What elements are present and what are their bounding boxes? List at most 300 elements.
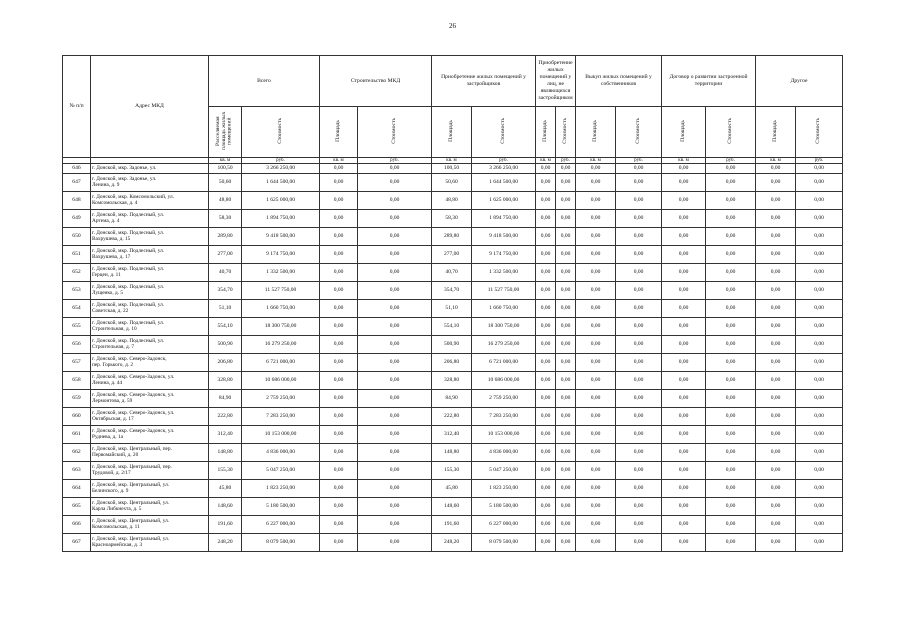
value-cell: 0,00 xyxy=(556,534,576,552)
value-cell: 0,00 xyxy=(756,354,796,372)
value-cell: 0,00 xyxy=(796,480,843,498)
value-cell: 0,00 xyxy=(796,462,843,480)
row-number-cell: 667 xyxy=(63,534,91,552)
value-cell: 0,00 xyxy=(556,372,576,390)
value-cell: 0,00 xyxy=(576,336,616,354)
total-cost-cell: 1 894 750,00 xyxy=(242,210,320,228)
value-cell: 0,00 xyxy=(616,462,662,480)
total-area-cell: 222,80 xyxy=(209,408,242,426)
header-group-buyout: Выкуп жилых помещений у собственников xyxy=(576,56,662,107)
value-cell: 0,00 xyxy=(576,210,616,228)
total-cost-cell: 9 418 500,00 xyxy=(242,228,320,246)
value-cell: 0,00 xyxy=(706,228,756,246)
value-cell: 248,20 xyxy=(432,534,472,552)
value-cell: 0,00 xyxy=(576,228,616,246)
value-cell: 0,00 xyxy=(616,228,662,246)
total-area-cell: 206,80 xyxy=(209,354,242,372)
value-cell: 222,80 xyxy=(432,408,472,426)
value-cell: 0,00 xyxy=(616,444,662,462)
value-cell: 0,00 xyxy=(706,408,756,426)
value-cell: 0,00 xyxy=(706,462,756,480)
row-number-cell: 653 xyxy=(63,282,91,300)
address-cell: г. Донской, мкр. Подлесный, ул. Герцен, д. 11 xyxy=(91,264,209,282)
value-cell: 0,00 xyxy=(358,516,432,534)
table-row xyxy=(63,390,843,408)
value-cell: 0,00 xyxy=(796,164,843,174)
table-row xyxy=(63,192,843,210)
value-cell: 0,00 xyxy=(756,210,796,228)
value-cell: 0,00 xyxy=(556,246,576,264)
value-cell: 148,60 xyxy=(432,498,472,516)
value-cell: 10 686 000,00 xyxy=(472,372,536,390)
value-cell: 0,00 xyxy=(662,264,706,282)
value-cell: 0,00 xyxy=(576,462,616,480)
value-cell: 0,00 xyxy=(706,534,756,552)
total-area-cell: 500,90 xyxy=(209,336,242,354)
subheader-cell xyxy=(242,107,320,158)
value-cell: 45,80 xyxy=(432,480,472,498)
subheader-cell xyxy=(556,107,576,158)
value-cell: 0,00 xyxy=(796,372,843,390)
value-cell: 0,00 xyxy=(576,264,616,282)
value-cell: 0,00 xyxy=(556,426,576,444)
total-area-cell: 148,80 xyxy=(209,444,242,462)
value-cell: 100,50 xyxy=(432,164,472,174)
value-cell: 0,00 xyxy=(662,516,706,534)
value-cell: 0,00 xyxy=(706,300,756,318)
header-address: Адрес МКД xyxy=(91,56,209,158)
subheader-label: Стоимость xyxy=(561,118,568,144)
subheader-label: Стоимость xyxy=(276,118,283,144)
header-num: № п/п xyxy=(63,56,91,158)
value-cell: 0,00 xyxy=(556,300,576,318)
value-cell: 0,00 xyxy=(662,174,706,192)
address-cell: г. Донской, мкр. Северо-Задонск, ул. Октябрьская, д. 17 xyxy=(91,408,209,426)
value-cell: 0,00 xyxy=(556,164,576,174)
value-cell: 0,00 xyxy=(706,210,756,228)
total-cost-cell: 6 721 000,00 xyxy=(242,354,320,372)
value-cell: 0,00 xyxy=(358,498,432,516)
value-cell: 0,00 xyxy=(536,228,556,246)
value-cell: 0,00 xyxy=(358,264,432,282)
value-cell: 0,00 xyxy=(576,516,616,534)
value-cell: 0,00 xyxy=(662,246,706,264)
total-area-cell: 45,80 xyxy=(209,480,242,498)
value-cell: 0,00 xyxy=(796,516,843,534)
address-cell: г. Донской, мкр. Центральный, ул. Карла Либкнехта, д. 5 xyxy=(91,498,209,516)
value-cell: 0,00 xyxy=(320,498,358,516)
value-cell: 0,00 xyxy=(556,390,576,408)
value-cell: 0,00 xyxy=(320,300,358,318)
subheader-label: Стоимость xyxy=(815,118,822,144)
value-cell: 0,00 xyxy=(576,318,616,336)
units-cell: кв. м xyxy=(320,158,358,164)
value-cell: 0,00 xyxy=(706,390,756,408)
units-cell: кв. м xyxy=(576,158,616,164)
total-area-cell: 248,20 xyxy=(209,534,242,552)
value-cell: 0,00 xyxy=(536,498,556,516)
table-row xyxy=(63,174,843,192)
value-cell: 2 759 250,00 xyxy=(472,390,536,408)
value-cell: 0,00 xyxy=(536,282,556,300)
value-cell: 0,00 xyxy=(616,372,662,390)
value-cell: 0,00 xyxy=(706,372,756,390)
value-cell: 0,00 xyxy=(536,480,556,498)
row-number-cell: 654 xyxy=(63,300,91,318)
value-cell: 0,00 xyxy=(358,336,432,354)
value-cell: 0,00 xyxy=(536,462,556,480)
units-cell: кв. м xyxy=(536,158,556,164)
value-cell: 1 660 750,00 xyxy=(472,300,536,318)
value-cell: 0,00 xyxy=(536,164,556,174)
table-row xyxy=(63,516,843,534)
total-area-cell: 84,90 xyxy=(209,390,242,408)
value-cell: 0,00 xyxy=(756,516,796,534)
row-number-cell: 657 xyxy=(63,354,91,372)
value-cell: 0,00 xyxy=(358,444,432,462)
row-number-cell: 666 xyxy=(63,516,91,534)
value-cell: 0,00 xyxy=(662,462,706,480)
subheader-cell xyxy=(358,107,432,158)
units-cell: кв. м xyxy=(756,158,796,164)
value-cell: 0,00 xyxy=(576,444,616,462)
table-row xyxy=(63,534,843,552)
total-area-cell: 40,70 xyxy=(209,264,242,282)
total-cost-cell: 5 047 250,00 xyxy=(242,462,320,480)
value-cell: 148,80 xyxy=(432,444,472,462)
total-area-cell: 48,80 xyxy=(209,192,242,210)
table-row xyxy=(63,282,843,300)
value-cell: 0,00 xyxy=(556,282,576,300)
value-cell: 0,00 xyxy=(616,210,662,228)
value-cell: 0,00 xyxy=(756,228,796,246)
value-cell: 0,00 xyxy=(556,336,576,354)
value-cell: 289,80 xyxy=(432,228,472,246)
value-cell: 0,00 xyxy=(556,210,576,228)
total-area-cell: 148,60 xyxy=(209,498,242,516)
row-number-cell: 650 xyxy=(63,228,91,246)
value-cell: 0,00 xyxy=(556,228,576,246)
address-cell: г. Донской, мкр. Северо-Задонск, ул. Руднева, д. 1а xyxy=(91,426,209,444)
value-cell: 8 079 500,00 xyxy=(472,534,536,552)
value-cell: 0,00 xyxy=(662,426,706,444)
address-cell: г. Донской, мкр. Северо-Задонск, ул. Лермонтова, д. 59 xyxy=(91,390,209,408)
table-row xyxy=(63,354,843,372)
total-cost-cell: 16 279 250,00 xyxy=(242,336,320,354)
value-cell: 1 894 750,00 xyxy=(472,210,536,228)
subheader-cell xyxy=(320,107,358,158)
total-area-cell: 191,60 xyxy=(209,516,242,534)
value-cell: 58,30 xyxy=(432,210,472,228)
subheader-cell xyxy=(662,107,706,158)
value-cell: 0,00 xyxy=(662,354,706,372)
value-cell: 206,80 xyxy=(432,354,472,372)
value-cell: 0,00 xyxy=(358,246,432,264)
value-cell: 0,00 xyxy=(756,192,796,210)
value-cell: 0,00 xyxy=(756,534,796,552)
value-cell: 1 644 500,00 xyxy=(472,174,536,192)
address-cell: г. Донской, мкр. Подлесный, ул. Строительная, д. 7 xyxy=(91,336,209,354)
value-cell: 0,00 xyxy=(796,408,843,426)
value-cell: 1 332 500,00 xyxy=(472,264,536,282)
row-number-cell: 665 xyxy=(63,498,91,516)
value-cell: 0,00 xyxy=(320,444,358,462)
row-number-cell: 660 xyxy=(63,408,91,426)
table-row xyxy=(63,408,843,426)
address-cell: г. Донской, мкр. Подлесный, ул. Строительная, д. 10 xyxy=(91,318,209,336)
value-cell: 0,00 xyxy=(358,164,432,174)
value-cell: 0,00 xyxy=(616,354,662,372)
value-cell: 0,00 xyxy=(358,318,432,336)
table-row xyxy=(63,164,843,174)
value-cell: 0,00 xyxy=(756,300,796,318)
value-cell: 0,00 xyxy=(662,498,706,516)
value-cell: 0,00 xyxy=(756,498,796,516)
address-cell: г. Донской, мкр. Подлесный, ул. Вахрушева, д. 15 xyxy=(91,228,209,246)
value-cell: 0,00 xyxy=(796,246,843,264)
address-cell: г. Донской, мкр. Центральный, ул. Комсомольская, д. 11 xyxy=(91,516,209,534)
value-cell: 554,10 xyxy=(432,318,472,336)
units-cell: кв. м xyxy=(662,158,706,164)
value-cell: 0,00 xyxy=(358,300,432,318)
value-cell: 0,00 xyxy=(706,174,756,192)
value-cell: 0,00 xyxy=(536,264,556,282)
subheader-label: Площадь xyxy=(541,120,548,142)
value-cell: 0,00 xyxy=(320,192,358,210)
value-cell: 0,00 xyxy=(706,354,756,372)
value-cell: 0,00 xyxy=(706,336,756,354)
total-cost-cell: 4 836 000,00 xyxy=(242,444,320,462)
subheader-label: Стоимость xyxy=(499,118,506,144)
value-cell: 0,00 xyxy=(320,210,358,228)
value-cell: 0,00 xyxy=(358,390,432,408)
value-cell: 4 836 000,00 xyxy=(472,444,536,462)
value-cell: 0,00 xyxy=(616,516,662,534)
header-group-development-contract: Договор о развитии застроенной территории xyxy=(662,56,756,107)
value-cell: 0,00 xyxy=(796,498,843,516)
total-cost-cell: 1 823 250,00 xyxy=(242,480,320,498)
value-cell: 0,00 xyxy=(756,164,796,174)
table-row xyxy=(63,300,843,318)
value-cell: 0,00 xyxy=(358,480,432,498)
value-cell: 0,00 xyxy=(536,426,556,444)
value-cell: 10 153 000,00 xyxy=(472,426,536,444)
value-cell: 354,70 xyxy=(432,282,472,300)
row-number-cell: 663 xyxy=(63,462,91,480)
value-cell: 0,00 xyxy=(536,408,556,426)
value-cell: 0,00 xyxy=(358,210,432,228)
subheader-label: Площадь xyxy=(447,120,454,142)
value-cell: 48,80 xyxy=(432,192,472,210)
subheader-cell xyxy=(616,107,662,158)
value-cell: 0,00 xyxy=(662,372,706,390)
value-cell: 9 418 500,00 xyxy=(472,228,536,246)
value-cell: 0,00 xyxy=(556,444,576,462)
subheader-label: Стоимость xyxy=(390,118,397,144)
value-cell: 0,00 xyxy=(320,336,358,354)
value-cell: 277,00 xyxy=(432,246,472,264)
value-cell: 0,00 xyxy=(556,354,576,372)
value-cell: 0,00 xyxy=(576,174,616,192)
row-number-cell: 658 xyxy=(63,372,91,390)
address-cell: г. Донской, мкр. Задонье, ул. Ленина, д. 9 xyxy=(91,174,209,192)
table-row xyxy=(63,480,843,498)
value-cell: 0,00 xyxy=(756,390,796,408)
address-cell: г. Донской, мкр. Центральный, ул. Белинского, д. 9 xyxy=(91,480,209,498)
value-cell: 0,00 xyxy=(616,300,662,318)
value-cell: 0,00 xyxy=(796,174,843,192)
value-cell: 0,00 xyxy=(320,408,358,426)
value-cell: 312,40 xyxy=(432,426,472,444)
resettlement-table xyxy=(62,55,843,552)
value-cell: 0,00 xyxy=(536,318,556,336)
total-cost-cell: 6 227 000,00 xyxy=(242,516,320,534)
page-number: 26 xyxy=(449,22,456,30)
address-cell: г. Донской, мкр. Задонье, ул. xyxy=(91,164,209,174)
table-row xyxy=(63,264,843,282)
value-cell: 0,00 xyxy=(796,264,843,282)
units-cell: руб. xyxy=(706,158,756,164)
total-area-cell: 312,40 xyxy=(209,426,242,444)
total-cost-cell: 10 686 000,00 xyxy=(242,372,320,390)
table-row xyxy=(63,498,843,516)
value-cell: 0,00 xyxy=(536,192,556,210)
value-cell: 0,00 xyxy=(616,164,662,174)
units-cell: руб. xyxy=(472,158,536,164)
value-cell: 1 823 250,00 xyxy=(472,480,536,498)
total-cost-cell: 8 079 500,00 xyxy=(242,534,320,552)
value-cell: 0,00 xyxy=(706,246,756,264)
value-cell: 1 625 000,00 xyxy=(472,192,536,210)
units-cell: кв. м xyxy=(209,158,242,164)
value-cell: 0,00 xyxy=(756,372,796,390)
total-cost-cell: 10 153 000,00 xyxy=(242,426,320,444)
total-cost-cell: 5 180 500,00 xyxy=(242,498,320,516)
value-cell: 0,00 xyxy=(662,300,706,318)
value-cell: 0,00 xyxy=(616,498,662,516)
value-cell: 0,00 xyxy=(536,210,556,228)
table-row xyxy=(63,210,843,228)
value-cell: 0,00 xyxy=(756,264,796,282)
value-cell: 0,00 xyxy=(320,282,358,300)
value-cell: 0,00 xyxy=(536,372,556,390)
total-area-cell: 58,30 xyxy=(209,210,242,228)
row-number-cell: 651 xyxy=(63,246,91,264)
value-cell: 0,00 xyxy=(576,300,616,318)
value-cell: 0,00 xyxy=(616,246,662,264)
row-number-cell: 648 xyxy=(63,192,91,210)
subheader-cell xyxy=(796,107,843,158)
table-row xyxy=(63,444,843,462)
table-body xyxy=(63,164,843,552)
address-cell: г. Донской, мкр. Подлесный, ул. Артема, д. 4 xyxy=(91,210,209,228)
value-cell: 0,00 xyxy=(706,192,756,210)
value-cell: 0,00 xyxy=(796,300,843,318)
value-cell: 0,00 xyxy=(536,354,556,372)
address-cell: г. Донской, мкр. Центральный, пер. Первомайский, д. 20 xyxy=(91,444,209,462)
value-cell: 0,00 xyxy=(796,192,843,210)
value-cell: 0,00 xyxy=(556,480,576,498)
value-cell: 0,00 xyxy=(358,282,432,300)
value-cell: 84,90 xyxy=(432,390,472,408)
value-cell: 0,00 xyxy=(358,408,432,426)
value-cell: 0,00 xyxy=(662,444,706,462)
value-cell: 0,00 xyxy=(358,354,432,372)
value-cell: 0,00 xyxy=(706,282,756,300)
value-cell: 0,00 xyxy=(576,426,616,444)
subheader-cell xyxy=(209,107,242,158)
value-cell: 0,00 xyxy=(616,390,662,408)
address-cell: г. Донской, мкр. Комсомольский, ул. Комсомольская, д. 4 xyxy=(91,192,209,210)
value-cell: 0,00 xyxy=(756,462,796,480)
value-cell: 0,00 xyxy=(616,192,662,210)
value-cell: 0,00 xyxy=(616,408,662,426)
row-number-cell: 659 xyxy=(63,390,91,408)
value-cell: 0,00 xyxy=(706,264,756,282)
subheader-label: Площадь xyxy=(679,120,686,142)
units-cell: руб. xyxy=(358,158,432,164)
value-cell: 0,00 xyxy=(756,246,796,264)
value-cell: 0,00 xyxy=(320,246,358,264)
table-row xyxy=(63,318,843,336)
subheader-label: Площадь xyxy=(334,120,341,142)
total-area-cell: 277,00 xyxy=(209,246,242,264)
value-cell: 0,00 xyxy=(706,516,756,534)
value-cell: 0,00 xyxy=(320,426,358,444)
subheader-cell xyxy=(706,107,756,158)
value-cell: 191,60 xyxy=(432,516,472,534)
table-row xyxy=(63,336,843,354)
value-cell: 0,00 xyxy=(756,174,796,192)
value-cell: 7 283 250,00 xyxy=(472,408,536,426)
value-cell: 0,00 xyxy=(358,372,432,390)
value-cell: 0,00 xyxy=(320,354,358,372)
value-cell: 0,00 xyxy=(320,228,358,246)
value-cell: 0,00 xyxy=(320,164,358,174)
value-cell: 0,00 xyxy=(662,534,706,552)
value-cell: 0,00 xyxy=(556,192,576,210)
value-cell: 0,00 xyxy=(576,498,616,516)
value-cell: 0,00 xyxy=(320,318,358,336)
total-cost-cell: 2 759 250,00 xyxy=(242,390,320,408)
value-cell: 0,00 xyxy=(536,336,556,354)
value-cell: 0,00 xyxy=(796,354,843,372)
value-cell: 0,00 xyxy=(536,516,556,534)
value-cell: 0,00 xyxy=(756,480,796,498)
value-cell: 0,00 xyxy=(756,426,796,444)
value-cell: 16 279 250,00 xyxy=(472,336,536,354)
value-cell: 0,00 xyxy=(320,174,358,192)
subheader-label: Площадь xyxy=(771,120,778,142)
value-cell: 0,00 xyxy=(320,372,358,390)
value-cell: 0,00 xyxy=(796,390,843,408)
value-cell: 6 721 000,00 xyxy=(472,354,536,372)
units-cell: руб. xyxy=(556,158,576,164)
row-number-cell: 649 xyxy=(63,210,91,228)
row-number-cell: 656 xyxy=(63,336,91,354)
value-cell: 0,00 xyxy=(706,498,756,516)
subheader-label: Площадь xyxy=(591,120,598,142)
value-cell: 0,00 xyxy=(662,318,706,336)
value-cell: 6 227 000,00 xyxy=(472,516,536,534)
total-area-cell: 50,60 xyxy=(209,174,242,192)
address-cell: г. Донской, мкр. Северо-Задонск, ул. Ленина, д. 44 xyxy=(91,372,209,390)
total-area-cell: 354,70 xyxy=(209,282,242,300)
value-cell: 0,00 xyxy=(662,282,706,300)
value-cell: 11 527 750,00 xyxy=(472,282,536,300)
value-cell: 0,00 xyxy=(320,534,358,552)
value-cell: 0,00 xyxy=(796,426,843,444)
